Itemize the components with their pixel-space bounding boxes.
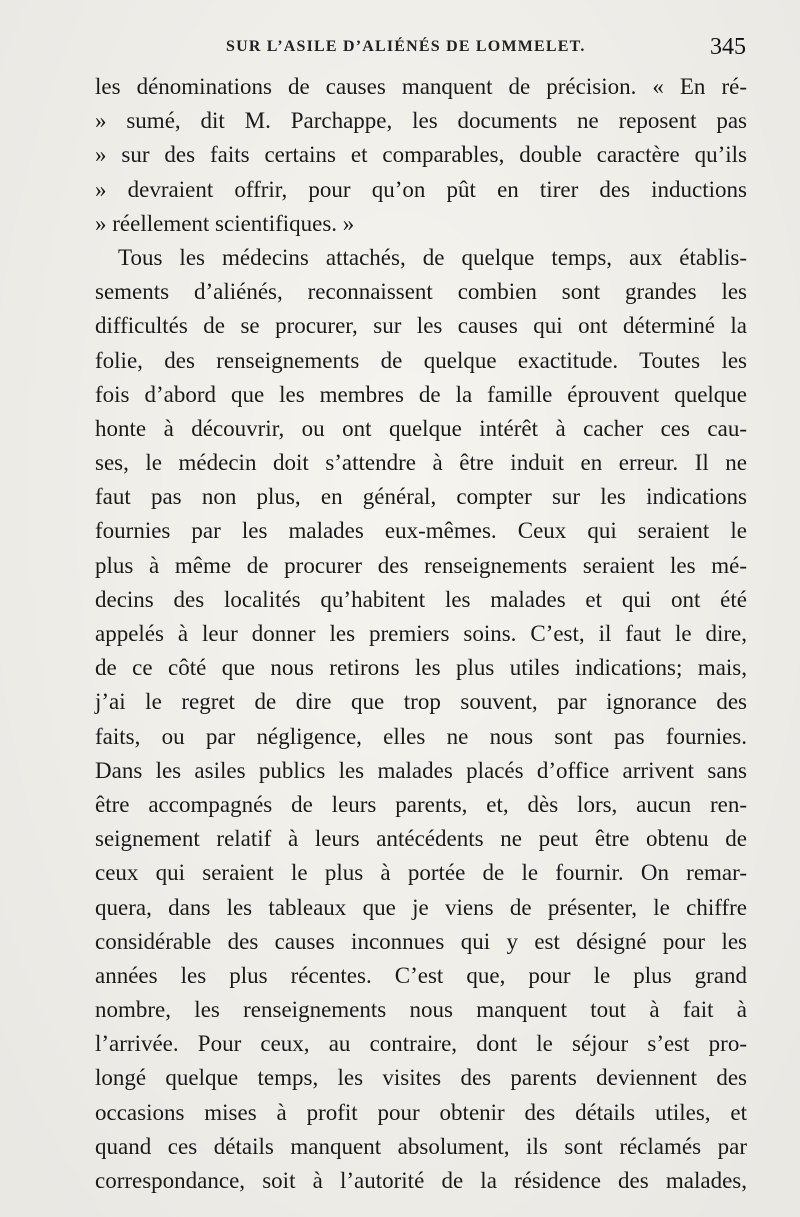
text-line: » sur des faits certains et comparables, double caractère qu’ils [95,142,747,168]
text-line: quera, dans les tableaux que je viens de présenter, le chiffre [95,894,747,920]
text-line: ses, le médecin doit s’attendre à être induit en erreur. Il ne [95,450,747,476]
text-line: être accompagnés de leurs parents, et, dès lors, aucun ren- [95,791,747,817]
text-line: appelés à leur donner les premiers soins. C’est, il faut le dire, [95,621,747,646]
text-line: » devraient offrir, pour qu’on pût en tirer des inductions [95,176,747,202]
text-line: » réellement scientifiques. » [95,210,355,236]
text-line: seignement relatif à leurs antécédents ne peut être obtenu de [95,826,747,852]
text-line: faits, ou par négligence, elles ne nous sont pas fournies. [95,723,747,749]
text-line: plus à même de procurer des renseignements seraient les mé- [95,552,747,578]
text-line: considérable des causes inconnues qui y est désigné pour les [95,928,747,954]
text-line: » sumé, dit M. Parchappe, les documents ne reposent pas [95,108,747,134]
text-line: j’ai le regret de dire que trop souvent, par ignorance des [95,689,747,715]
text-line: occasions mises à profit pour obtenir des détails utiles, et [95,1099,747,1125]
text-line: Tous les médecins attachés, de quelque temps, aux établis- [118,244,747,270]
text-line: ceux qui seraient le plus à portée de le fournir. On remar- [95,860,747,886]
text-line: correspondance, soit à l’autorité de la résidence des malades, [95,1168,747,1193]
text-line: sements d’aliénés, reconnaissent combien sont grandes les [95,279,747,305]
text-line: les dénominations de causes manquent de précision. « En ré- [95,74,747,99]
text-line: de ce côté que nous retirons les plus utiles indications; mais, [95,655,747,681]
text-line: années les plus récentes. C’est que, pour le plus grand [95,962,747,988]
text-line: decins des localités qu’habitent les malades et qui ont été [95,586,747,612]
text-line: faut pas non plus, en général, compter sur les indications [95,484,747,510]
text-line: l’arrivée. Pour ceux, au contraire, dont le séjour s’est pro- [95,1031,747,1057]
page-number: 345 [710,34,746,60]
text-line: fournies par les malades eux-mêmes. Ceux qui seraient le [95,518,747,544]
text-line: nombre, les renseignements nous manquent tout à fait à [95,997,747,1023]
body-text [95,70,747,1198]
text-line: quand ces détails manquent absolument, ils sont réclamés par [95,1133,747,1159]
text-line: longé quelque temps, les visites des parents deviennent des [95,1065,747,1091]
page-header [96,34,746,68]
text-line: folie, des renseignements de quelque exactitude. Toutes les [95,347,747,373]
text-line: fois d’abord que les membres de la famille éprouvent quelque [95,381,747,407]
running-title: SUR L’ASILE D’ALIÉNÉS DE LOMMELET. [226,38,586,55]
text-line: honte à découvrir, ou ont quelque intérêt à cacher ces cau- [95,415,747,441]
text-line: Dans les asiles publics les malades placés d’office arrivent sans [95,757,747,783]
text-line: difficultés de se procurer, sur les causes qui ont déterminé la [95,313,747,339]
